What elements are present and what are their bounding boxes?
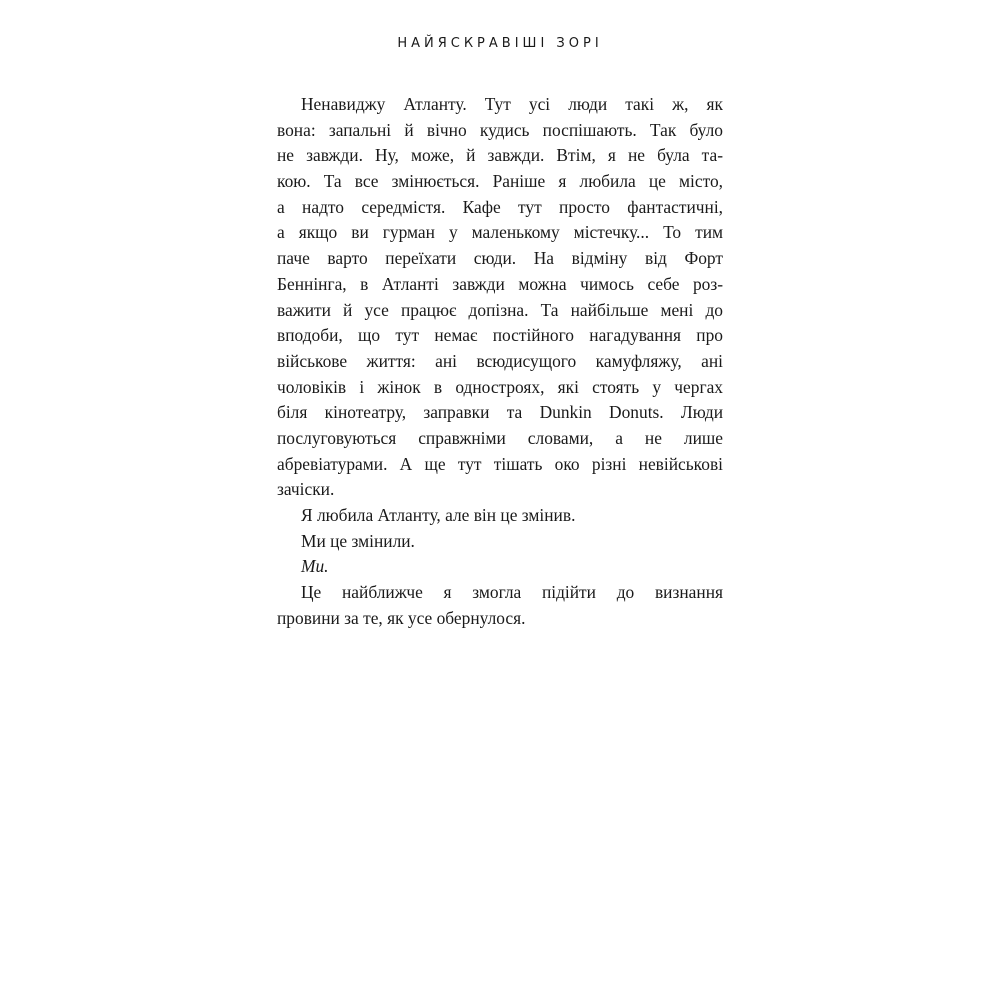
paragraph: [277, 503, 723, 529]
text-line: Беннінга, в Атланті завжди можна чимось себе роз-: [277, 273, 723, 294]
text-line: кою. Та все змінюється. Раніше я любила це місто,: [277, 171, 723, 192]
text-line: Я любила Атланту, але він це змінив.: [301, 505, 576, 525]
text-line: чоловіків і жінок в одностроях, які стоять у чергах: [277, 376, 723, 397]
text-line: абревіатурами. А ще тут тішать око різні невійськові: [277, 453, 723, 474]
text-line: Ми.: [301, 556, 329, 577]
body-text: [277, 92, 723, 631]
running-head: НАЙЯСКРАВІШІ ЗОРІ: [397, 36, 603, 51]
text-line: не завжди. Ну, може, й завжди. Втім, я не була та-: [277, 145, 723, 166]
text-line: зачіски.: [277, 479, 335, 500]
text-line: Ненавиджу Атланту. Тут усі люди такі ж, як: [301, 94, 723, 114]
text-line: вподоби, що тут немає постійного нагадування про: [277, 325, 723, 346]
paragraph: [277, 580, 723, 631]
text-line: важити й усе працює допізна. Та найбільше мені до: [277, 299, 723, 320]
paragraph: [277, 92, 723, 503]
text-line: паче варто переїхати сюди. На відміну від Форт: [277, 248, 723, 269]
text-line: Ми це змінили.: [301, 530, 415, 551]
text-line: Це найближче я змогла підійти до визнання: [301, 582, 723, 603]
text-line: а якщо ви гурман у маленькому містечку... То тим: [277, 222, 723, 243]
paragraph: [277, 554, 723, 580]
text-line: а надто середмістя. Кафе тут просто фантастичні,: [277, 196, 723, 217]
text-line: послуговуються справжніми словами, а не лише: [277, 427, 723, 448]
text-line: провини за те, як усе обернулося.: [277, 607, 526, 628]
text-line: біля кінотеатру, заправки та Dunkin Donuts. Люди: [277, 402, 723, 423]
text-line: вона: запальні й вічно кудись поспішають. Так було: [277, 119, 723, 140]
paragraph: [277, 529, 723, 555]
text-line: військове життя: ані всюдисущого камуфляжу, ані: [277, 350, 723, 371]
